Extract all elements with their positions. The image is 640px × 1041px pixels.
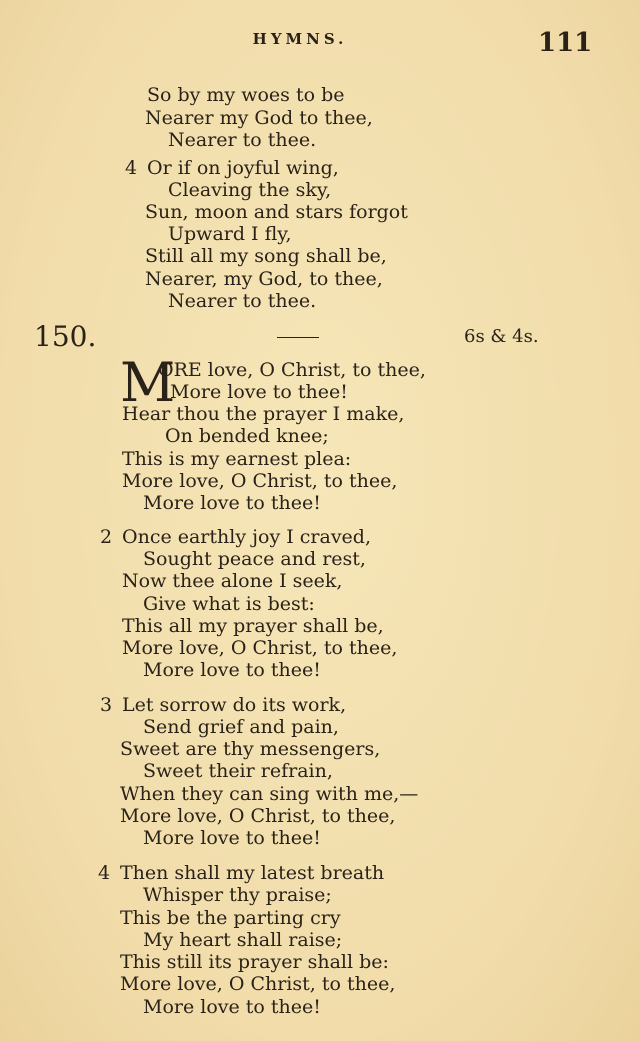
verse-line: More love to thee! [143, 659, 321, 681]
verse-line: Once earthly joy I craved, [122, 526, 371, 548]
verse-line: This is my earnest plea: [122, 448, 352, 470]
verse-line: More love, O Christ, to thee, [120, 805, 396, 827]
page-number: 111 [538, 28, 593, 58]
verse-line: Now thee alone I seek, [122, 570, 343, 592]
verse-number: 3 [100, 694, 113, 716]
verse-line: Then shall my latest breath [120, 862, 385, 884]
verse-line: So by my woes to be [147, 84, 345, 106]
verse-line: More love to thee! [143, 996, 321, 1018]
verse-line: Sought peace and rest, [143, 548, 366, 570]
verse-line: Whisper thy praise; [143, 884, 332, 906]
verse-line: Sweet are thy messengers, [120, 738, 381, 760]
verse-line: This be the parting cry [120, 907, 341, 929]
verse-number: 4 [125, 157, 138, 179]
verse-line: More love, O Christ, to thee, [122, 637, 398, 659]
drop-cap: M [120, 351, 176, 414]
verse-line: Or if on joyful wing, [147, 157, 339, 179]
verse-line: Sweet their refrain, [143, 760, 333, 782]
verse-line: This all my prayer shall be, [122, 615, 384, 637]
verse-line: This still its prayer shall be: [120, 951, 389, 973]
verse-line: My heart shall raise; [143, 929, 343, 951]
verse-line: On bended knee; [165, 425, 329, 447]
verse-line: Hear thou the prayer I make, [122, 403, 405, 425]
verse-line: More love to thee! [170, 381, 348, 403]
verse-line: Upward I fly, [168, 223, 292, 245]
verse-line: Sun, moon and stars forgot [145, 201, 408, 223]
verse-line: Give what is best: [143, 593, 315, 615]
verse-line: Nearer to thee. [168, 129, 317, 151]
hymn-number: 150. [34, 320, 97, 353]
verse-number: 4 [98, 862, 111, 884]
verse-line: ORE love, O Christ, to thee, [158, 359, 426, 381]
verse-number: 2 [100, 526, 113, 548]
verse-line: Still all my song shall be, [145, 245, 387, 267]
section-rule [277, 337, 319, 338]
verse-line: Cleaving the sky, [168, 179, 332, 201]
verse-line: Send grief and pain, [143, 716, 339, 738]
verse-line: More love to thee! [143, 827, 321, 849]
verse-line: More love, O Christ, to thee, [122, 470, 398, 492]
verse-line: Nearer to thee. [168, 290, 317, 312]
verse-line: Let sorrow do its work, [122, 694, 347, 716]
hymn-meter: 6s & 4s. [464, 326, 539, 347]
verse-line: When they can sing with me,— [120, 783, 419, 805]
verse-line: More love, O Christ, to thee, [120, 973, 396, 995]
verse-line: More love to thee! [143, 492, 321, 514]
running-title: HYMNS. [252, 30, 348, 48]
verse-line: Nearer, my God, to thee, [145, 268, 383, 290]
verse-line: Nearer my God to thee, [145, 107, 373, 129]
